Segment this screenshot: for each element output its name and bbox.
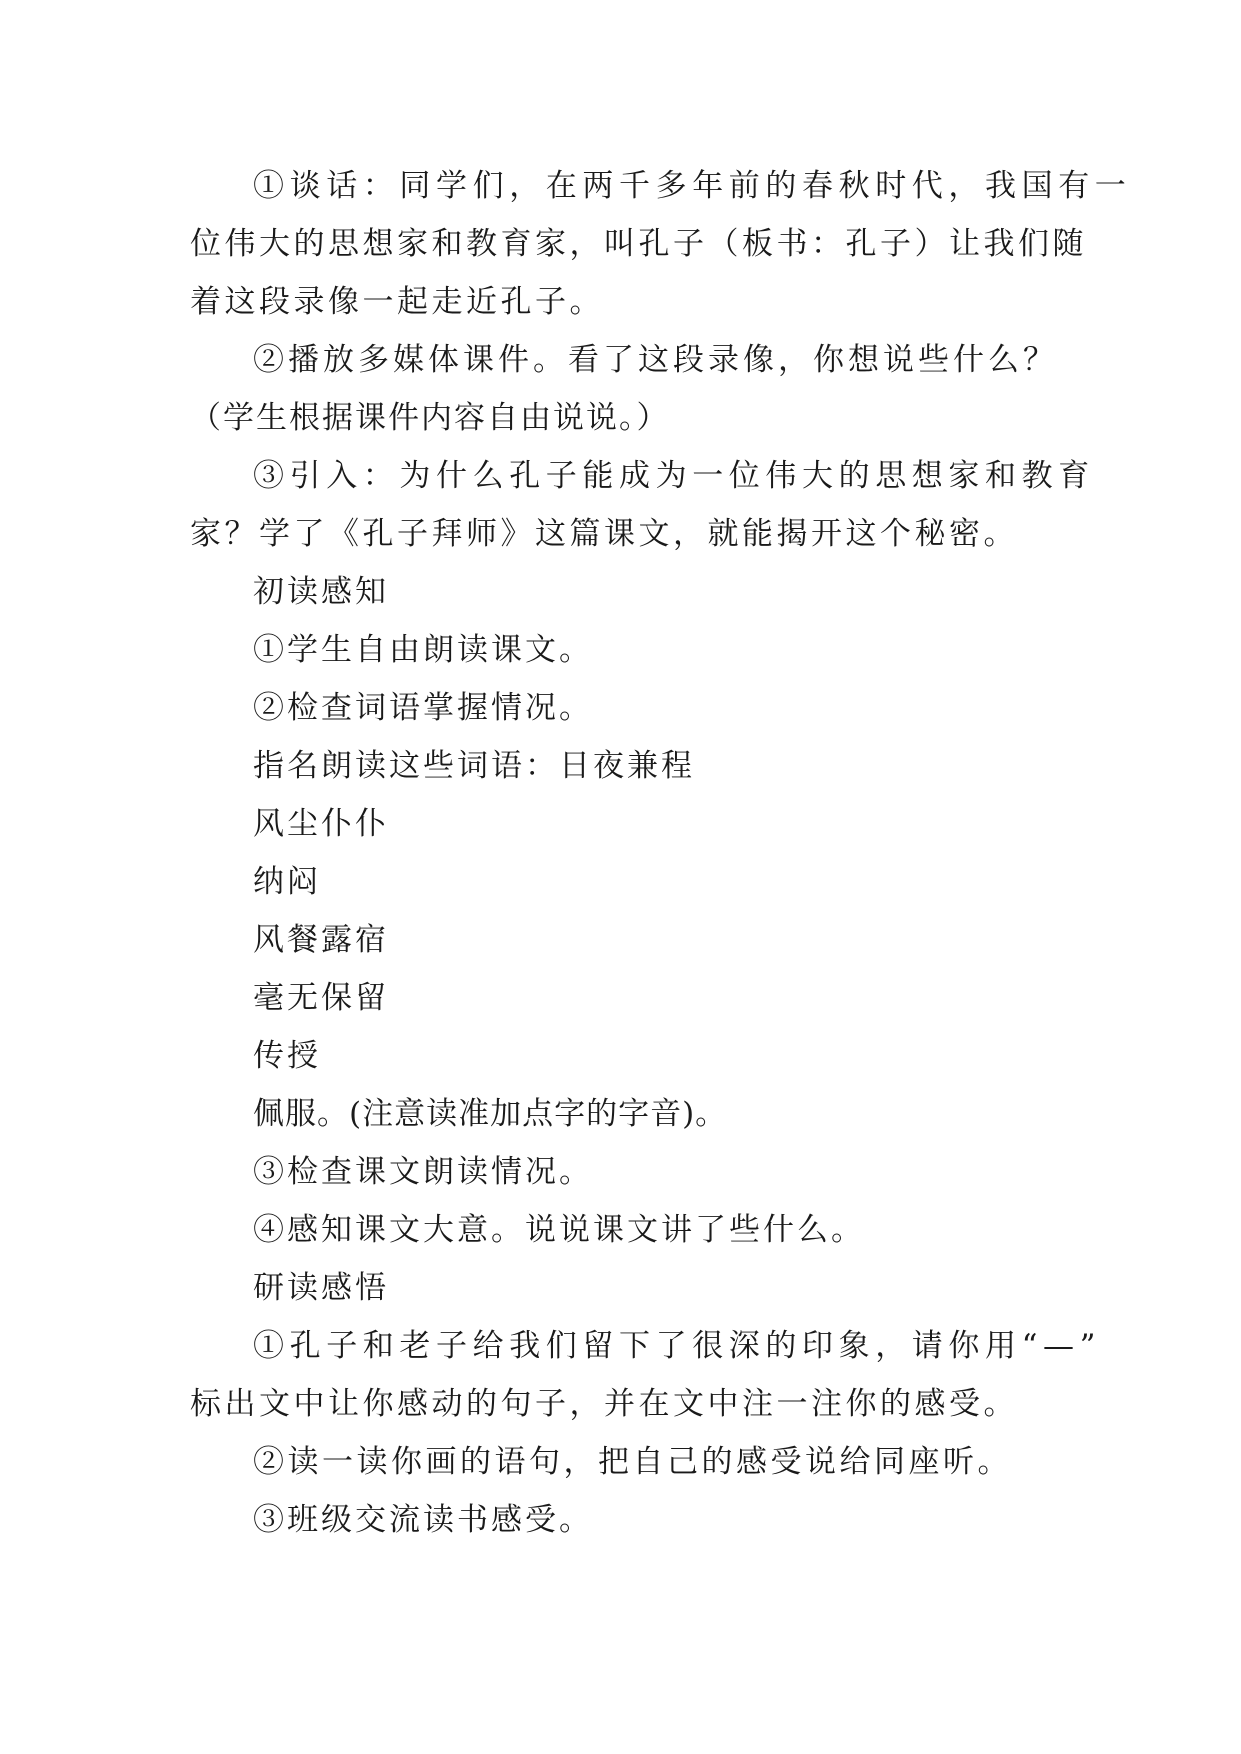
paragraph-line: ③班级交流读书感受。 bbox=[253, 1502, 593, 1538]
section-heading: 初读感知 bbox=[253, 574, 389, 610]
paragraph-line: 指名朗读这些词语：日夜兼程 bbox=[253, 748, 695, 784]
paragraph-line: ①谈话：同学们，在两千多年前的春秋时代，我国有一 bbox=[253, 168, 1132, 204]
paragraph-line: 标出文中让你感动的句子，并在文中注一注你的感受。 bbox=[190, 1386, 1018, 1422]
paragraph-line: 家？学了《孔子拜师》这篇课文，就能揭开这个秘密。 bbox=[190, 516, 1018, 552]
paragraph-line: ①学生自由朗读课文。 bbox=[253, 632, 593, 668]
vocab-item: 佩服。(注意读准加点字的字音)。 bbox=[253, 1096, 728, 1132]
paragraph-line: ②播放多媒体课件。看了这段录像，你想说些什么？ bbox=[253, 342, 1058, 378]
section-heading: 研读感悟 bbox=[253, 1270, 389, 1306]
paragraph-line: 着这段录像一起走近孔子。 bbox=[190, 284, 604, 320]
paragraph-line: ②读一读你画的语句，把自己的感受说给同座听。 bbox=[253, 1444, 1012, 1480]
paragraph-line: 位伟大的思想家和教育家，叫孔子（板书：孔子）让我们随 bbox=[190, 226, 1087, 262]
paragraph-line: ②检查词语掌握情况。 bbox=[253, 690, 593, 726]
paragraph-line: （学生根据课件内容自由说说。） bbox=[190, 400, 670, 436]
paragraph-line: ③检查课文朗读情况。 bbox=[253, 1154, 593, 1190]
paragraph-line: ①孔子和老子给我们留下了很深的印象，请你用“—” bbox=[253, 1328, 1102, 1364]
paragraph-line: ③引入：为什么孔子能成为一位伟大的思想家和教育 bbox=[253, 458, 1095, 494]
vocab-item: 毫无保留 bbox=[253, 980, 389, 1016]
paragraph-line: ④感知课文大意。说说课文讲了些什么。 bbox=[253, 1212, 865, 1248]
vocab-item: 风餐露宿 bbox=[253, 922, 389, 958]
vocab-item: 传授 bbox=[253, 1038, 321, 1074]
vocab-item: 风尘仆仆 bbox=[253, 806, 389, 842]
vocab-item: 纳闷 bbox=[253, 864, 321, 900]
